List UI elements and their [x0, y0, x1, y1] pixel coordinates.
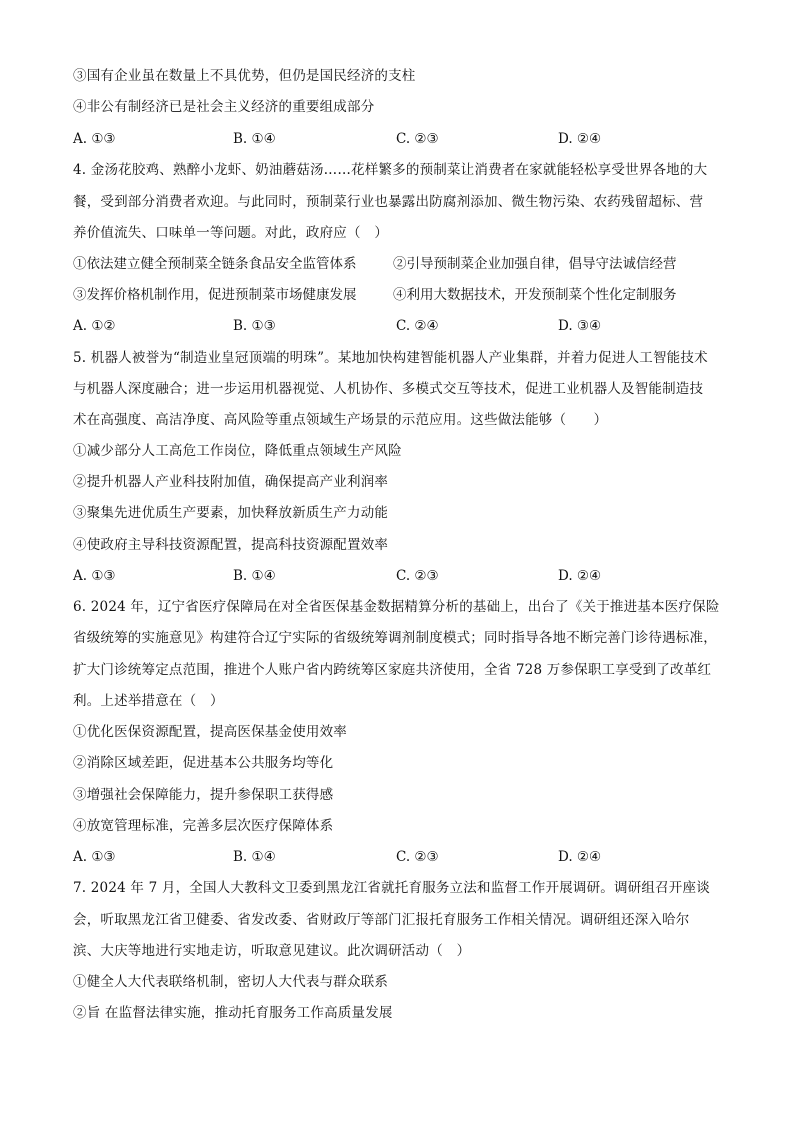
option-b: B. ①③	[233, 318, 276, 334]
question-4-statements	[73, 255, 723, 273]
option-b: B. ①④	[233, 131, 276, 147]
answer-options	[73, 567, 723, 585]
statement-1: ①健全人大代表联络机制，密切人大代表与群众联系	[73, 974, 389, 990]
statement-line: ③国有企业虽在数量上不具优势，但仍是国民经济的支柱	[73, 68, 416, 84]
statement-4: ④利用大数据技术，开发预制菜个性化定制服务	[393, 287, 677, 303]
option-d: D. ②④	[558, 568, 602, 584]
question-6-text: 利。上述举措意在（ ）	[73, 693, 224, 709]
answer-options	[73, 848, 723, 866]
question-4-text: 养价值流失、口味单一等问题。对此，政府应（ ）	[73, 225, 389, 241]
option-c: C. ②③	[396, 131, 439, 147]
statement-1: ①依法建立健全预制菜全链条食品安全监管体系	[73, 256, 357, 272]
question-5-text: 术在高强度、高洁净度、高风险等重点领域生产场景的示范应用。这些做法能够（ ）	[73, 412, 608, 428]
question-7-text: 7. 2024 年 7 月，全国人大教科文卫委到黑龙江省就托育服务立法和监督工作开展调研。调研组召开座谈	[73, 880, 710, 896]
option-d: D. ②④	[558, 849, 602, 865]
statement-3: ③聚集先进优质生产要素，加快释放新质生产力动能	[73, 505, 389, 521]
question-4-text: 餐，受到部分消费者欢迎。与此同时，预制菜行业也暴露出防腐剂添加、微生物污染、农药残留超标、营	[73, 194, 704, 210]
statement-4: ④放宽管理标准，完善多层次医疗保障体系	[73, 818, 334, 834]
question-7-text: 会，听取黑龙江省卫健委、省发改委、省财政厅等部门汇报托育服务工作相关情况。调研组还深入哈尔	[73, 912, 690, 928]
statement-3: ③增强社会保障能力，提升参保职工获得感	[73, 787, 334, 803]
option-d: D. ③④	[558, 318, 602, 334]
option-b: B. ①④	[233, 849, 276, 865]
question-6-text: 省级统筹的实施意见》构建符合辽宁实际的省级统筹调剂制度模式；同时指导各地不断完善门诊待遇标准，	[73, 630, 717, 646]
option-c: C. ②③	[396, 568, 439, 584]
answer-options	[73, 130, 723, 148]
statement-3: ③发挥价格机制作用，促进预制菜市场健康发展	[73, 287, 357, 303]
statement-1: ①优化医保资源配置，提高医保基金使用效率	[73, 724, 347, 740]
question-5-text: 与机器人深度融合；进一步运用机器视觉、人机协作、多模式交互等技术，促进工业机器人及智能制造技	[73, 381, 704, 397]
statement-2: ②提升机器人产业科技附加值，确保提高产业利润率	[73, 474, 389, 490]
statement-2: ②旨 在监督法律实施，推动托育服务工作高质量发展	[73, 1005, 393, 1021]
option-a: A. ①③	[73, 131, 116, 147]
option-a: A. ①②	[73, 318, 116, 334]
option-a: A. ①③	[73, 568, 116, 584]
question-7-text: 滨、大庆等地进行实地走访，听取意见建议。此次调研活动（ ）	[73, 943, 471, 959]
question-4-statements	[73, 286, 723, 304]
question-4-text: 4. 金汤花胶鸡、熟醉小龙虾、奶油蘑菇汤……花样繁多的预制菜让消费者在家就能轻松享受世界各地的大	[73, 162, 708, 178]
option-c: C. ②④	[396, 318, 439, 334]
question-6-text: 6. 2024 年，辽宁省医疗保障局在对全省医保基金数据精算分析的基础上，出台了《关于推进基本医疗保险	[73, 599, 720, 615]
option-d: D. ②④	[558, 131, 602, 147]
question-6-text: 扩大门诊统筹定点范围，推进个人账户省内跨统筹区家庭共济使用，全省 728 万参保职工享受到了改革红	[73, 662, 712, 678]
option-b: B. ①④	[233, 568, 276, 584]
question-5-text: 5. 机器人被誉为“制造业皇冠顶端的明珠”。某地加快构建智能机器人产业集群，并着力促进人工智能技术	[73, 350, 708, 366]
statement-2: ②消除区域差距，促进基本公共服务均等化	[73, 755, 334, 771]
answer-options	[73, 317, 723, 335]
statement-2: ②引导预制菜企业加强自律，倡导守法诚信经营	[393, 256, 677, 272]
statement-4: ④使政府主导科技资源配置，提高科技资源配置效率	[73, 537, 389, 553]
option-c: C. ②③	[396, 849, 439, 865]
option-a: A. ①③	[73, 849, 116, 865]
statement-1: ①减少部分人工高危工作岗位，降低重点领域生产风险	[73, 443, 402, 459]
statement-line: ④非公有制经济已是社会主义经济的重要组成部分	[73, 99, 375, 115]
